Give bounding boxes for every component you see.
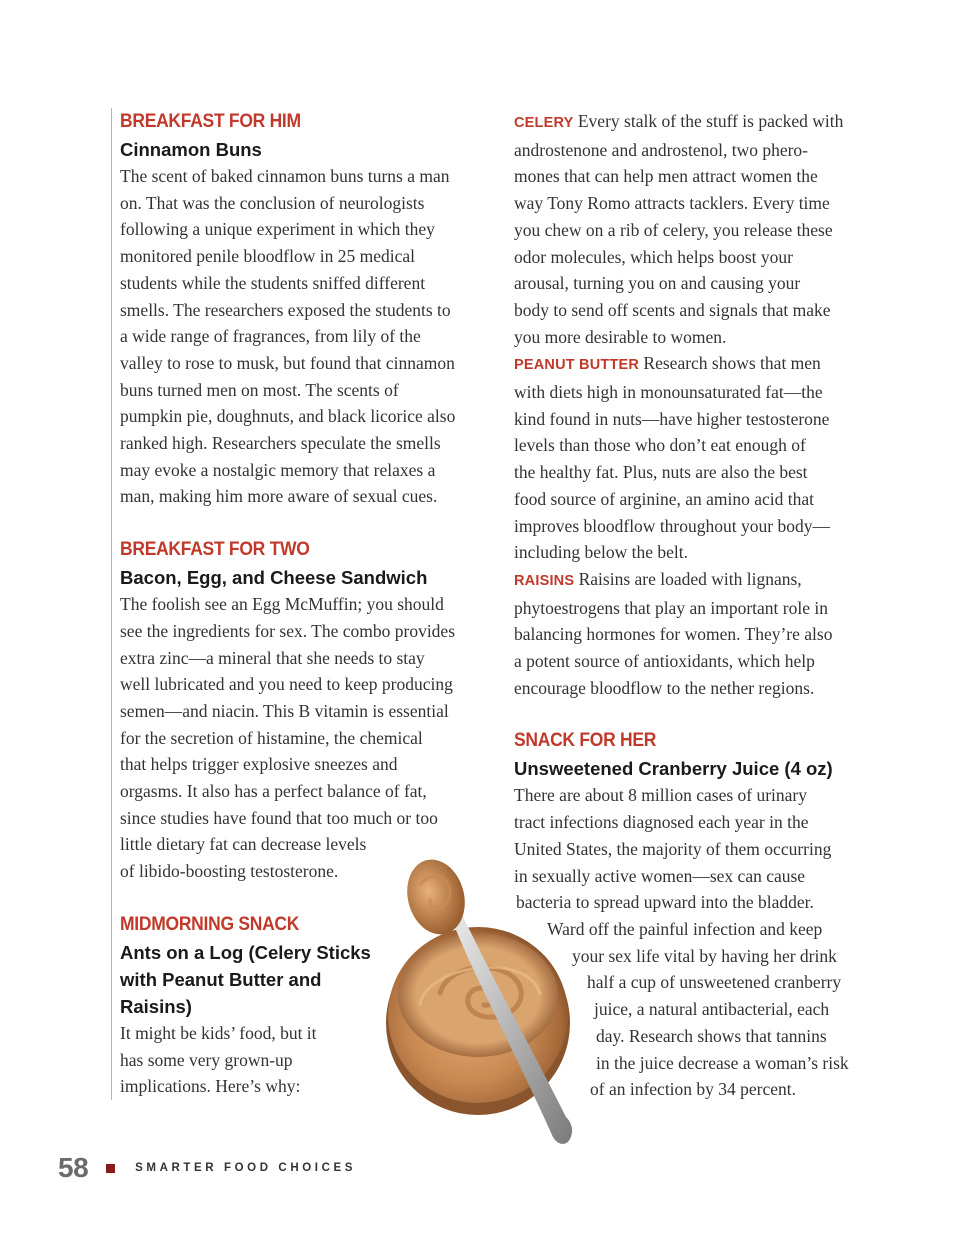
page-number: 58: [58, 1152, 89, 1183]
body-line: monitored penile bloodflow in 25 medical: [120, 246, 416, 267]
body-line: body to send off scents and signals that make: [514, 299, 831, 320]
body-line: you chew on a rib of celery, you release these: [514, 219, 833, 240]
body-line: food source of arginine, an amino acid that: [514, 488, 814, 509]
section-breakfast-for-two: [120, 536, 491, 885]
body-line: way Tony Romo attracts tacklers. Every time: [514, 193, 830, 214]
page-footer: [58, 1152, 356, 1184]
raisins-entry: [514, 566, 884, 702]
body-line: in the juice decrease a woman’s risk: [596, 1052, 849, 1073]
body-line: Research shows that men: [639, 353, 821, 374]
body-line: valley to rose to musk, but found that cinnamon: [120, 352, 455, 373]
body-line: Raisins are loaded with lignans,: [574, 568, 802, 589]
body-line: since studies have found that too much or too: [120, 807, 438, 828]
body-line: kind found in nuts—have higher testosterone: [514, 408, 830, 429]
body-line: implications. Here’s why:: [120, 1076, 301, 1097]
body-line: has some very grown-up: [120, 1049, 293, 1070]
section-title: Unsweetened Cranberry Juice (4 oz): [514, 758, 833, 780]
body-line: little dietary fat can decrease levels: [120, 834, 367, 855]
celery-entry: [514, 108, 884, 350]
peanut-butter-entry: [514, 350, 884, 566]
body-line: odor molecules, which helps boost your: [514, 246, 793, 267]
body-line: that helps trigger explosive sneezes and: [120, 754, 398, 775]
section-title: with Peanut Butter and: [120, 968, 322, 990]
body-line: buns turned men on most. The scents of: [120, 379, 399, 400]
body-line: a wide range of fragrances, from lily of the: [120, 326, 421, 347]
body-line: you more desirable to women.: [514, 326, 727, 347]
body-line: balancing hormones for women. They’re also: [514, 624, 833, 645]
body-line: see the ingredients for sex. The combo provides: [120, 620, 456, 641]
body-line: mones that can help men attract women the: [514, 166, 818, 187]
body-line: semen—and niacin. This B vitamin is essential: [120, 700, 449, 721]
body-line: orgasms. It also has a perfect balance of fat,: [120, 781, 427, 802]
section-label: MIDMORNING SNACK: [120, 913, 300, 935]
body-line: United States, the majority of them occurring: [514, 838, 832, 859]
section-title: Raisins): [120, 995, 192, 1017]
body-line: half a cup of unsweetened cranberry: [587, 972, 842, 993]
body-line: Ward off the painful infection and keep: [547, 918, 823, 939]
body-line: for the secretion of histamine, the chemical: [120, 727, 423, 748]
body-line: your sex life vital by having her drink: [572, 945, 837, 966]
body-line: improves bloodflow throughout your body—: [514, 515, 830, 536]
body-line: It might be kids’ food, but it: [120, 1022, 317, 1043]
peanut-butter-jar-icon: [380, 855, 610, 1165]
section-label: BREAKFAST FOR HIM: [120, 111, 301, 132]
body-line: pumpkin pie, doughnuts, and black licorice also: [120, 406, 456, 427]
body-line: There are about 8 million cases of urinary: [514, 785, 808, 806]
section-title: Bacon, Egg, and Cheese Sandwich: [120, 567, 428, 589]
body-line: day. Research shows that tannins: [596, 1025, 827, 1046]
body-line: of an infection by 34 percent.: [590, 1079, 797, 1100]
body-line: arousal, turning you on and causing your: [514, 273, 801, 294]
body-line: well lubricated and you need to keep producing: [120, 674, 453, 695]
body-line: with diets high in monounsaturated fat—the: [514, 382, 823, 403]
body-line: phytoestrogens that play an important role in: [514, 597, 828, 618]
keyword-raisins: RAISINS: [514, 572, 575, 589]
body-line: juice, a natural antibacterial, each: [594, 999, 830, 1020]
body-line: students while the students sniffed different: [120, 272, 426, 293]
body-line: on. That was the conclusion of neurologists: [120, 192, 425, 213]
body-line: a potent source of antioxidants, which help: [514, 651, 815, 672]
body-line: extra zinc—a mineral that she needs to stay: [120, 647, 425, 668]
section-label: BREAKFAST FOR TWO: [120, 539, 310, 561]
body-line: man, making him more aware of sexual cues.: [120, 486, 438, 507]
body-line: following a unique experiment in which they: [120, 219, 435, 240]
section-body: [120, 591, 491, 885]
body-line: the healthy fat. Plus, nuts are also the best: [514, 462, 808, 483]
body-line: ranked high. Researchers speculate the smells: [120, 433, 441, 454]
body-line: levels than those who don’t eat enough of: [514, 435, 806, 456]
body-line: in sexually active women—sex can cause: [514, 865, 806, 886]
body-line: tract infections diagnosed each year in the: [514, 812, 809, 833]
keyword-celery: CELERY: [514, 115, 574, 131]
section-breakfast-for-him: [120, 108, 491, 510]
body-line: bacteria to spread upward into the bladder.: [516, 892, 814, 913]
body-line: encourage bloodflow to the nether regions.: [514, 677, 815, 698]
body-line: Every stalk of the stuff is packed with: [573, 111, 844, 131]
keyword-peanut-butter: PEANUT BUTTER: [514, 357, 640, 374]
body-line: of libido-boosting testosterone.: [120, 861, 339, 882]
body-line: The foolish see an Egg McMuffin; you should: [120, 594, 444, 615]
section-title: Cinnamon Buns: [120, 139, 262, 160]
body-line: including below the belt.: [514, 542, 688, 563]
body-line: may evoke a nostalgic memory that relaxes a: [120, 459, 436, 480]
body-line: The scent of baked cinnamon buns turns a man: [120, 166, 450, 186]
section-running-head: SMARTER FOOD CHOICES: [135, 1162, 357, 1174]
section-title: Ants on a Log (Celery Sticks: [120, 941, 371, 963]
section-label: SNACK FOR HER: [514, 730, 657, 752]
footer-square-icon: [106, 1164, 115, 1173]
body-line: androstenone and androstenol, two phero-: [514, 139, 809, 160]
section-body: [120, 163, 491, 510]
body-line: smells. The researchers exposed the students to: [120, 299, 451, 320]
